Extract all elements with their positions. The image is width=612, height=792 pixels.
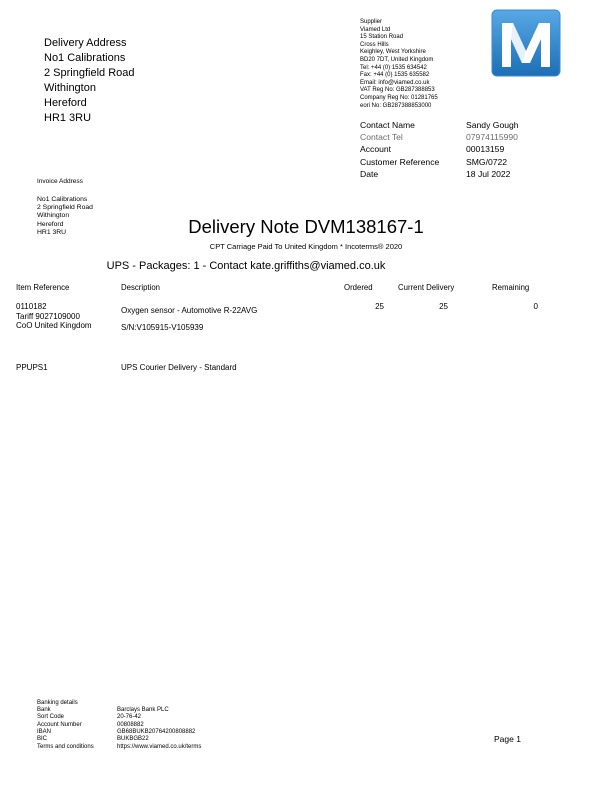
item-reference: 0110182 [16,302,47,311]
item-reference: PPUPS1 [16,363,48,372]
description-header: Description [121,283,160,292]
item-reference-header: Item Reference [16,283,70,292]
viamed-logo [491,9,561,77]
date-value: 18 Jul 2022 [466,168,511,179]
banking-values [117,707,195,743]
customer-reference-value: SMG/0722 [466,156,508,167]
sort-code-label: Sort Code [37,714,65,721]
current-delivery-header: Current Delivery [398,283,455,292]
customer-reference-label: Customer Reference [360,156,440,167]
supplier-details [360,19,438,110]
invoice-address-line: Withington [37,212,70,220]
delivery-address-line: 2 Springfield Road [44,67,135,79]
supplier-line: Fax: +44 (0) 1535 635582 [360,72,430,79]
supplier-line: Company Reg No: 01281765 [360,94,438,101]
tariff-code: Tariff 9027109000 [16,311,80,321]
supplier-line: eori No: GB287388853000 [360,102,432,109]
contact-name-value: Sandy Gough [466,120,519,130]
bic-label: BIC [37,736,48,743]
invoice-address-line: Hereford [37,220,64,228]
account-value: 00013159 [466,144,505,155]
iban-label: IBAN [37,728,52,735]
delivery-address [44,36,135,126]
terms-link[interactable]: https://www.viamed.co.uk/terms [117,743,202,750]
contact-tel-value: 07974115990 [466,132,518,143]
item-description: UPS Courier Delivery - Standard [121,363,237,372]
delivery-address-line: HR1 3RU [44,112,92,124]
contact-tel-label: Contact Tel [360,132,403,143]
supplier-line: VAT Reg No: GB287388853 [360,87,435,94]
banking-labels [37,707,82,743]
sort-code-value: 20-76-42 [117,714,142,721]
ordered-value: 25 [375,302,384,311]
item-description: Oxygen sensor - Automotive R-22AVG [121,306,258,315]
invoice-address-line: No1 Calibrations [37,196,88,203]
invoice-address-heading: Invoice Address [37,178,83,185]
country-of-origin: CoO United Kingdom [16,321,92,330]
supplier-line: Keighley, West Yorkshire [360,49,426,56]
bank-value: Barclays Bank PLC [117,707,169,713]
serial-numbers: S/N:V105915-V105939 [121,323,204,332]
delivery-address-line: No1 Calibrations [44,52,126,64]
supplier-line: Viamed Ltd [360,26,391,33]
supplier-line: BD20 7DT, United Kingdom [360,56,434,63]
table-row-ref [16,302,92,331]
date-label: Date [360,168,379,179]
ordered-header: Ordered [344,283,373,292]
table-row-description [121,302,257,336]
page-number: Page 1 [494,734,521,744]
delivery-address-line: Withington [44,82,96,94]
document-title: Delivery Note DVM138167-1 [188,216,424,237]
banking-heading: Banking details [37,700,78,706]
supplier-line: Tel: +44 (0) 1535 634542 [360,64,427,71]
current-delivery-value: 25 [439,302,448,311]
incoterms-line: CPT Carriage Paid To United Kingdom * Incoterms® 2020 [209,242,403,251]
terms-label: Terms and conditions [37,743,94,750]
iban-value: GB68BUKB20764200808882 [117,728,196,735]
supplier-line: Cross Hills [360,41,389,48]
contact-name-label: Contact Name [360,120,415,130]
supplier-line: Email: info@viamed.co.uk [360,79,430,86]
bank-label: Bank [37,707,51,713]
delivery-address-line: Hereford [44,97,87,109]
supplier-line: Supplier [360,19,383,25]
supplier-line: 15 Station Road [360,34,404,41]
remaining-value: 0 [533,302,538,311]
account-number-value: 00808882 [117,721,144,728]
remaining-header: Remaining [492,283,530,292]
invoice-address-line: HR1 3RU [37,228,67,236]
invoice-address-line: 2 Springfield Road [37,204,93,212]
bic-value: BUKBGB22 [117,736,149,743]
delivery-address-heading: Delivery Address [44,37,127,49]
courier-contact-line: UPS - Packages: 1 - Contact kate.griffiths@viamed.co.uk [106,260,386,272]
account-number-label: Account Number [37,721,82,728]
account-label: Account [360,144,392,155]
